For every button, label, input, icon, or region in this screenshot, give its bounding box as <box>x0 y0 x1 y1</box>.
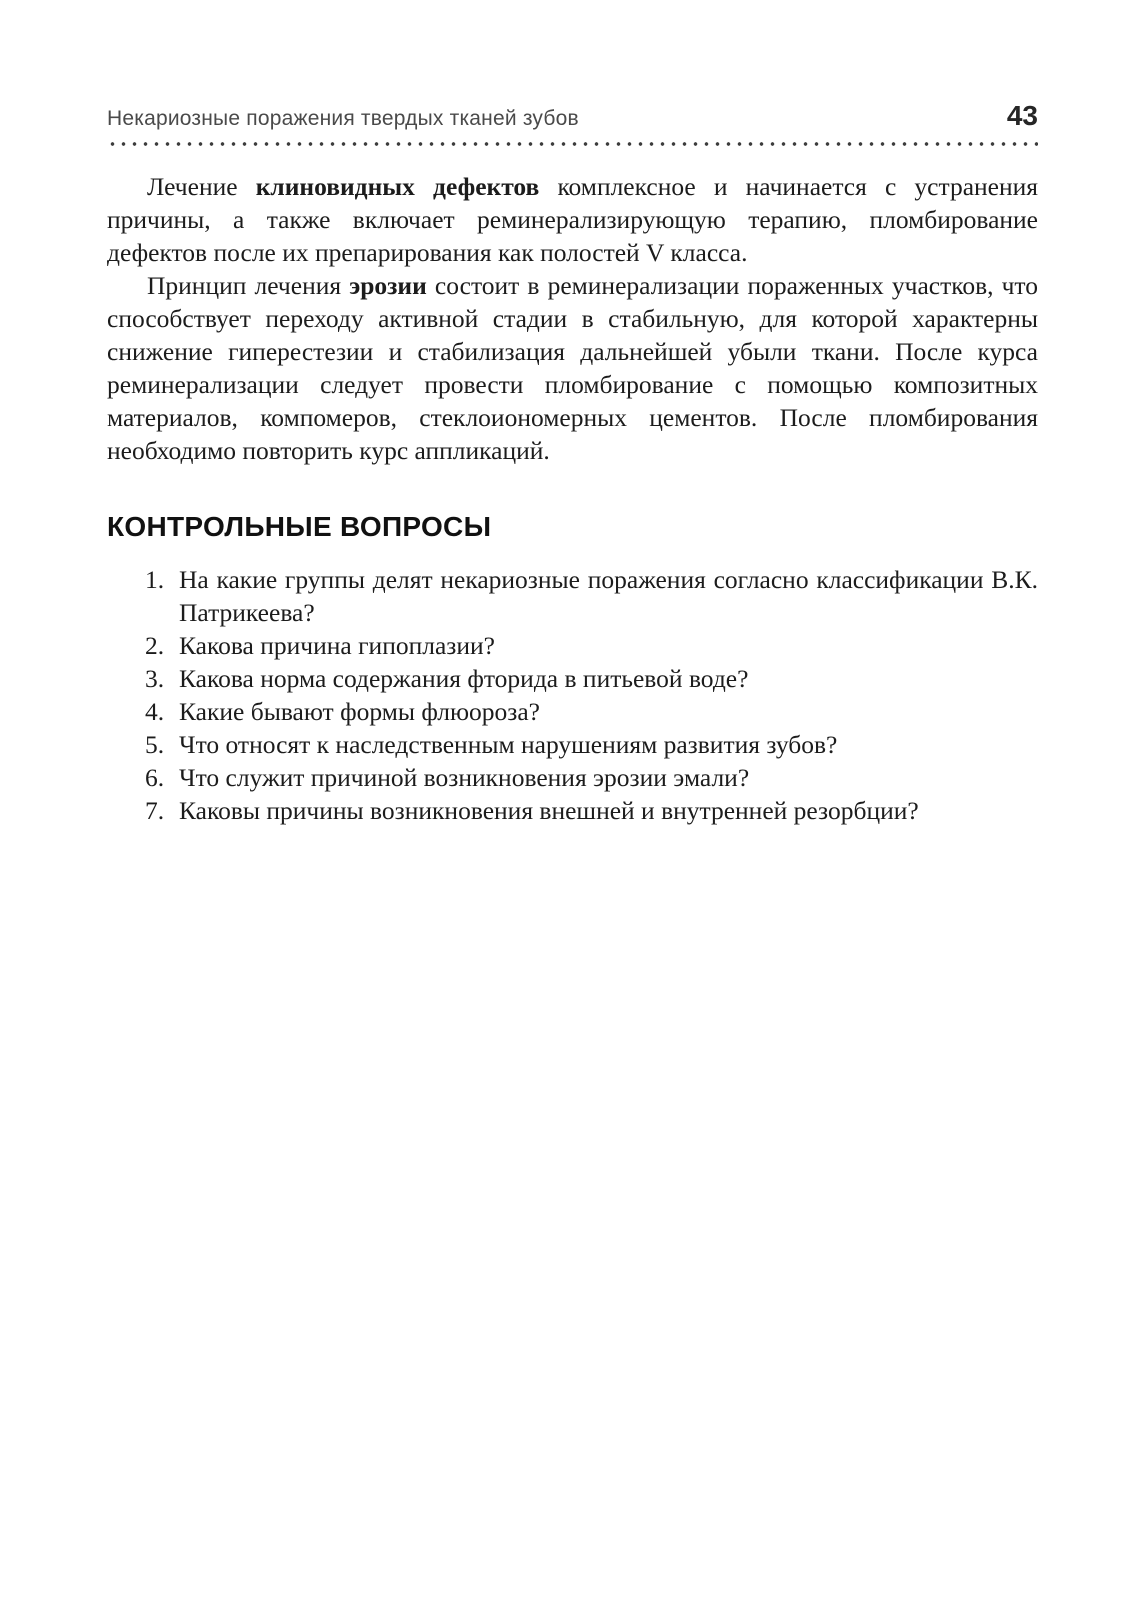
running-header <box>107 100 1038 132</box>
paragraph-wedge-defects <box>107 170 1038 269</box>
list-item <box>145 563 1038 629</box>
bold-term-erosion: эрозии <box>349 271 427 300</box>
questions-list <box>145 563 1038 827</box>
question-text: Что служит причиной возникновения эрозии эмали? <box>179 763 750 792</box>
question-text: Какова норма содержания фторида в питьевой воде? <box>179 664 749 693</box>
question-number: 5. <box>145 730 165 759</box>
list-item <box>145 695 1038 728</box>
question-number: 6. <box>145 763 165 792</box>
page-number: 43 <box>1006 100 1038 131</box>
paragraph-lead: Принцип лечения <box>147 271 350 300</box>
section-heading-control-questions: КОНТРОЛЬНЫЕ ВОПРОСЫ <box>107 511 492 542</box>
paragraph-rest: комплексное и начинается с устранения причины, а также включает реминерализирующую терапию, пломбирование дефектов после их препарирования как полостей V класса. <box>107 172 1038 267</box>
question-number: 2. <box>145 631 165 660</box>
paragraph-lead: Лечение <box>147 172 256 201</box>
paragraph-erosion <box>107 269 1038 467</box>
bold-term-wedge-defects: клиновидных дефектов <box>255 172 540 201</box>
list-item <box>145 761 1038 794</box>
list-item <box>145 794 1038 827</box>
question-text: На какие группы делят некариозные поражения согласно классификации В.К. Патрикеева? <box>179 565 1038 627</box>
list-item <box>145 662 1038 695</box>
question-text: Какова причина гипоплазии? <box>179 631 495 660</box>
question-number: 3. <box>145 664 165 693</box>
question-number: 7. <box>145 796 165 825</box>
list-item <box>145 728 1038 761</box>
body-text <box>107 170 1038 467</box>
dotted-divider <box>107 142 1038 146</box>
question-number: 1. <box>145 565 165 594</box>
question-text: Что относят к наследственным нарушениям развития зубов? <box>179 730 838 759</box>
question-text: Какие бывают формы флюороза? <box>179 697 540 726</box>
question-number: 4. <box>145 697 165 726</box>
running-header-title: Некариозные поражения твердых тканей зубов <box>107 107 579 130</box>
list-item <box>145 629 1038 662</box>
paragraph-rest: состоит в реминерализации пораженных участков, что способствует переходу активной стадии в стабильную, для которой характерны снижение гиперестезии и стабилизация дальнейшей убыли ткани. После курса реминерализации следует провести пломбирование с помощью композитных материалов, компомеров, стеклоиономерных цементов. После пломбирования необходимо повторить курс аппликаций. <box>107 271 1038 465</box>
question-text: Каковы причины возникновения внешней и внутренней резорбции? <box>179 796 919 825</box>
